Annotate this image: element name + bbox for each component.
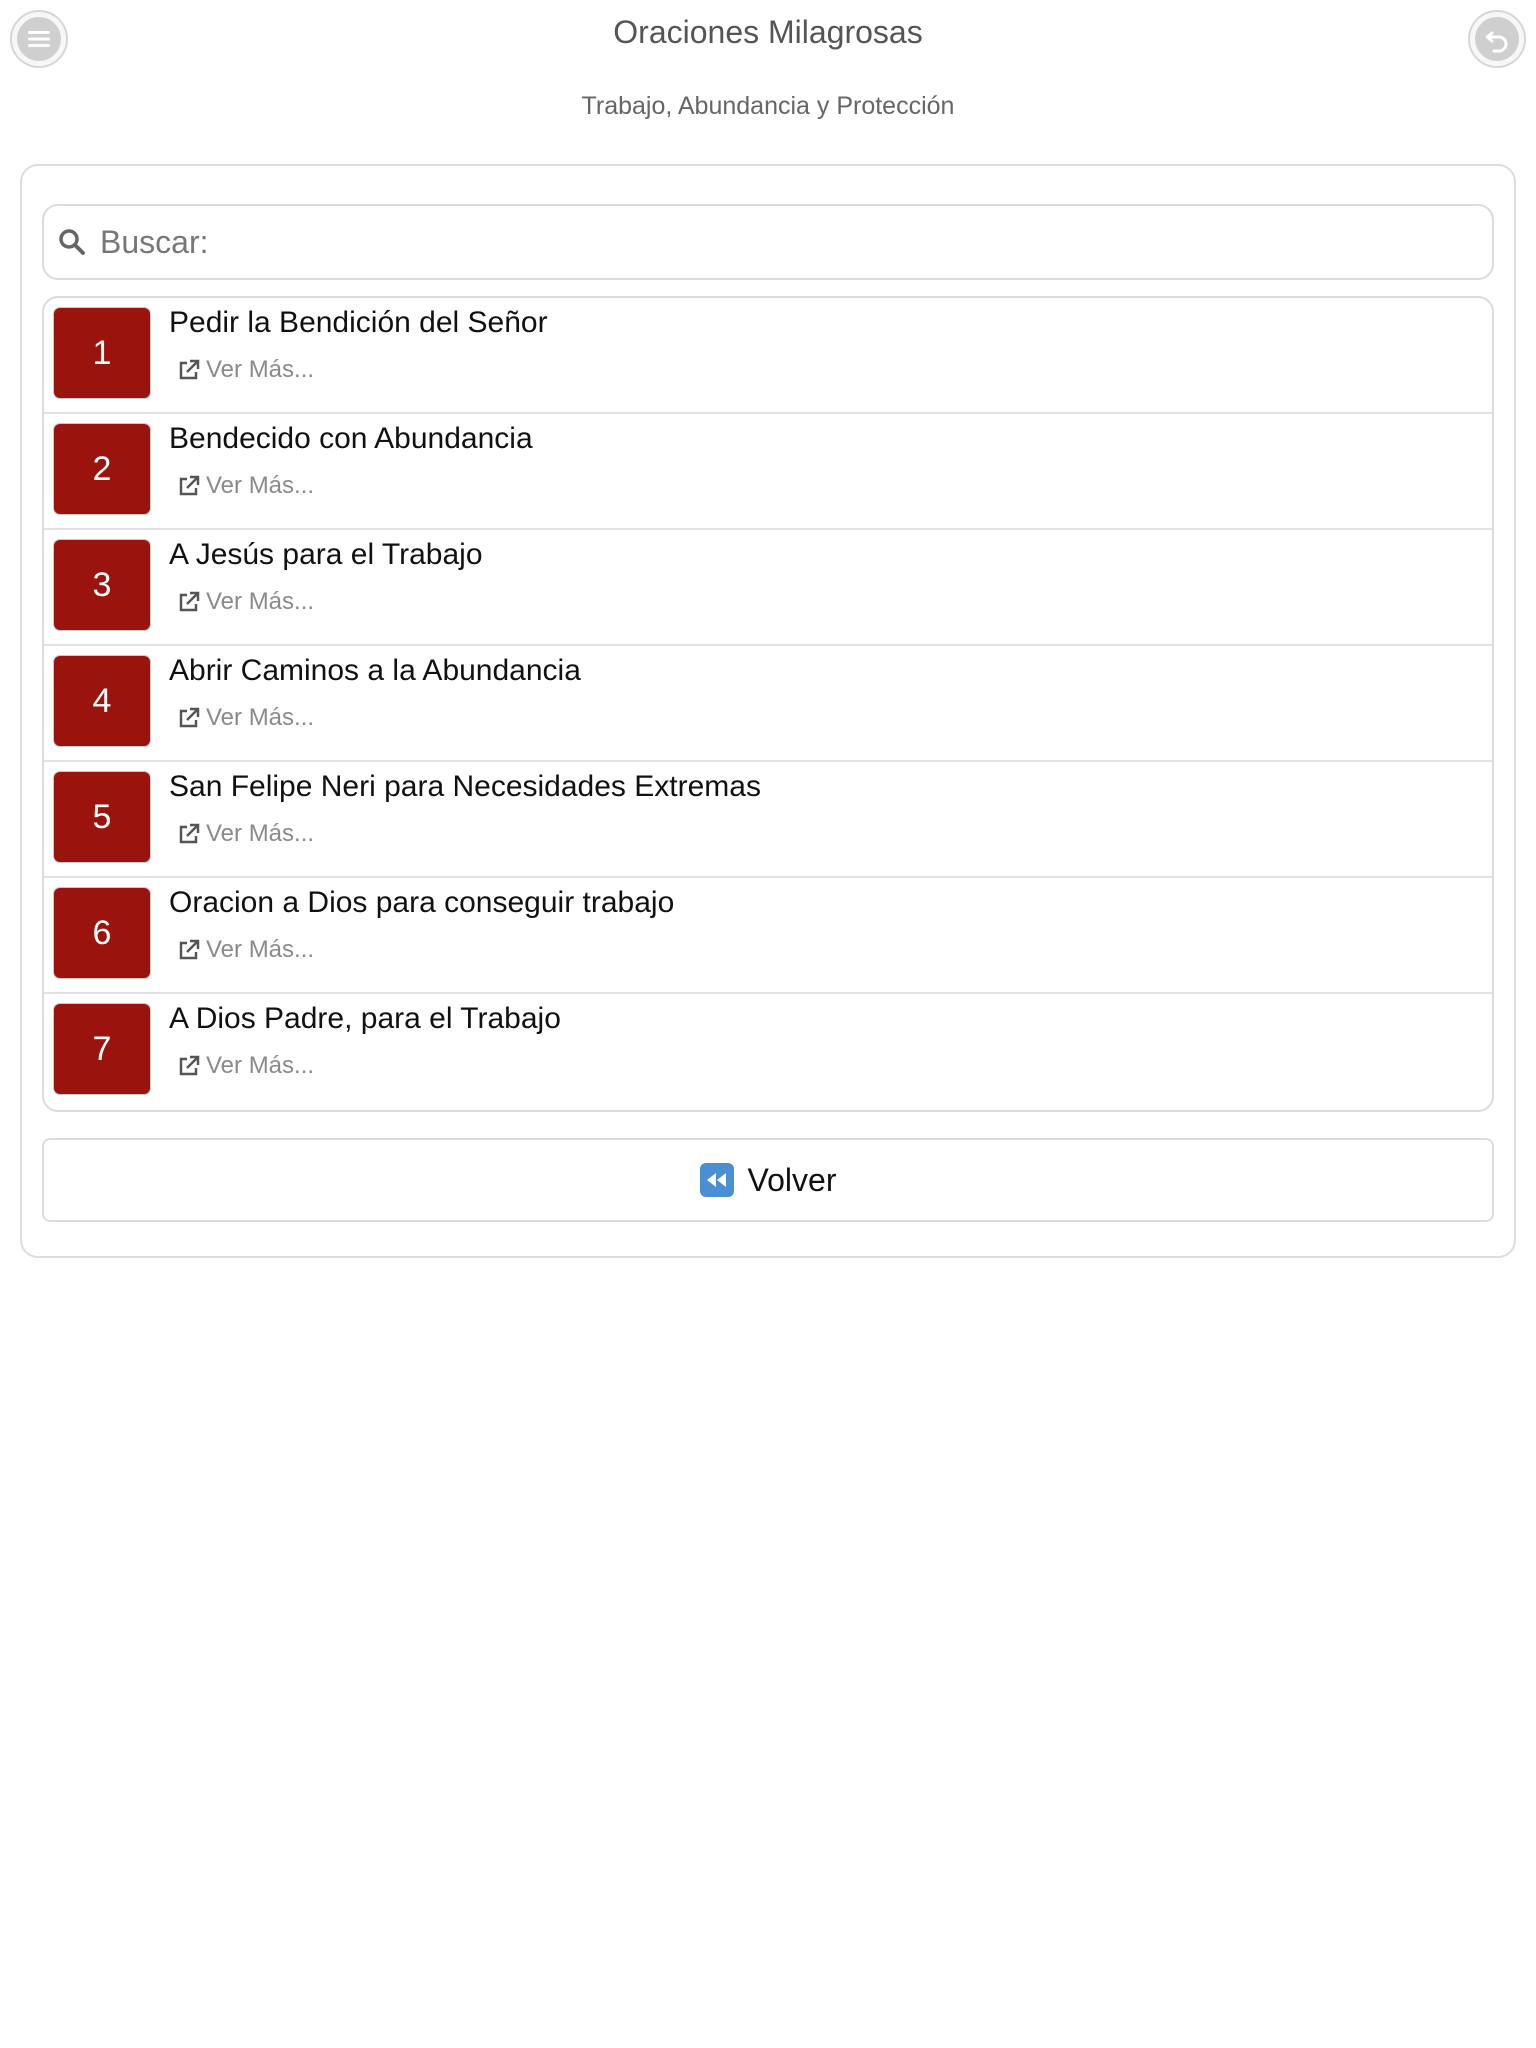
item-number-badge: 2 xyxy=(54,424,150,514)
item-title[interactable]: Bendecido con Abundancia xyxy=(169,422,533,455)
list-item[interactable] xyxy=(44,298,1492,414)
search-input[interactable] xyxy=(98,211,1452,273)
external-link-icon xyxy=(176,357,202,383)
list-item[interactable] xyxy=(44,762,1492,878)
item-number-badge: 7 xyxy=(54,1004,150,1094)
search-icon xyxy=(54,224,90,260)
item-title[interactable]: A Dios Padre, para el Trabajo xyxy=(169,1002,561,1035)
item-number-badge: 3 xyxy=(54,540,150,630)
ver-mas-label: Ver Más... xyxy=(206,1052,315,1079)
list-item[interactable] xyxy=(44,878,1492,994)
external-link-icon xyxy=(176,1053,202,1079)
ver-mas-label: Ver Más... xyxy=(206,936,315,963)
item-title[interactable]: Abrir Caminos a la Abundancia xyxy=(169,654,581,687)
ver-mas-label: Ver Más... xyxy=(206,704,315,731)
external-link-icon xyxy=(176,473,202,499)
prayer-list xyxy=(42,296,1494,1112)
ver-mas-link[interactable] xyxy=(176,820,314,848)
ver-mas-label: Ver Más... xyxy=(206,588,315,615)
external-link-icon xyxy=(176,705,202,731)
item-number-badge: 6 xyxy=(54,888,150,978)
ver-mas-label: Ver Más... xyxy=(206,356,315,383)
content-card xyxy=(20,164,1516,1258)
external-link-icon xyxy=(176,821,202,847)
rewind-icon xyxy=(700,1163,734,1197)
ver-mas-link[interactable] xyxy=(176,356,314,384)
list-item[interactable] xyxy=(44,530,1492,646)
volver-button[interactable] xyxy=(42,1138,1494,1222)
list-item[interactable] xyxy=(44,414,1492,530)
ver-mas-link[interactable] xyxy=(176,588,314,616)
page-title: Oraciones Milagrosas xyxy=(613,14,923,50)
volver-label: Volver xyxy=(747,1161,837,1198)
undo-arrow-icon xyxy=(1475,17,1519,61)
ver-mas-link[interactable] xyxy=(176,704,314,732)
back-button[interactable] xyxy=(1468,10,1526,68)
search-box[interactable] xyxy=(42,204,1494,280)
ver-mas-link[interactable] xyxy=(176,1052,314,1080)
item-title[interactable]: San Felipe Neri para Necesidades Extremas xyxy=(169,770,761,803)
item-number-badge: 5 xyxy=(54,772,150,862)
list-item[interactable] xyxy=(44,646,1492,762)
list-item[interactable] xyxy=(44,994,1492,1110)
external-link-icon xyxy=(176,937,202,963)
ver-mas-link[interactable] xyxy=(176,936,314,964)
top-bar xyxy=(0,0,1536,160)
page-subtitle: Trabajo, Abundancia y Protección xyxy=(581,92,955,120)
item-number-badge: 4 xyxy=(54,656,150,746)
item-number-badge: 1 xyxy=(54,308,150,398)
item-title[interactable]: Pedir la Bendición del Señor xyxy=(169,306,548,339)
external-link-icon xyxy=(176,589,202,615)
item-title[interactable]: Oracion a Dios para conseguir trabajo xyxy=(169,886,675,919)
ver-mas-label: Ver Más... xyxy=(206,472,315,499)
ver-mas-link[interactable] xyxy=(176,472,314,500)
item-title[interactable]: A Jesús para el Trabajo xyxy=(169,538,483,571)
ver-mas-label: Ver Más... xyxy=(206,820,315,847)
